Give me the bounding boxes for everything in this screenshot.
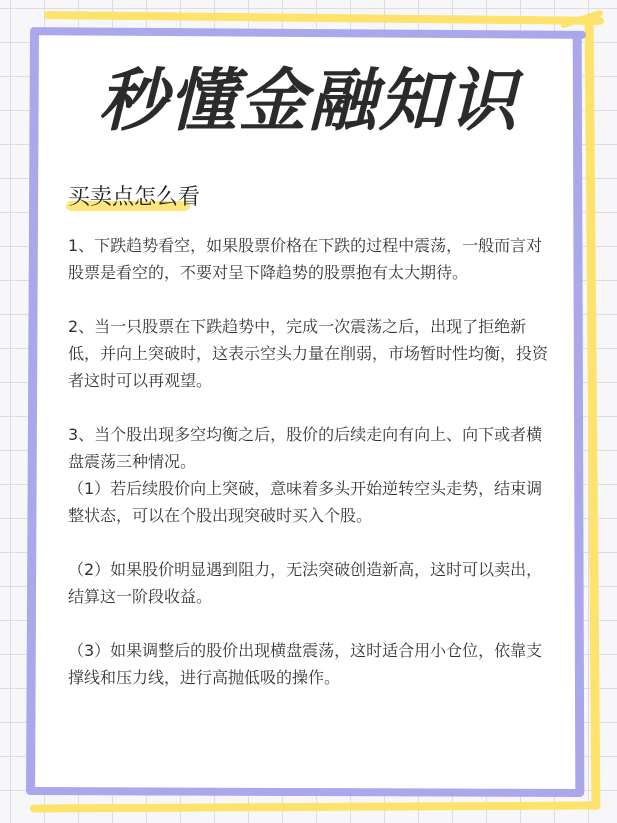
paragraph-3-2: （2）如果股价明显遇到阻力，无法突破创造新高，这时可以卖出，结算这一阶段收益。 — [68, 560, 543, 606]
frame-purple-bottom — [28, 787, 584, 797]
paragraph-2: 2、当一只股票在下跌趋势中，完成一次震荡之后，出现了拒绝新低，并向上突破时，这表示空头力量在削弱，市场暂时性均衡，投资者这时可以再观望。 — [68, 317, 549, 390]
paragraph-1: 1、下跌趋势看空，如果股票价格在下跌的过程中震荡，一般而言对股票是看空的，不要对呈下降趋势的股票抱有太大期待。 — [68, 236, 543, 282]
frame-yellow-bottom — [30, 802, 596, 813]
frame-yellow-top — [44, 11, 604, 25]
paragraph-3-1: （1）若后续股价向上突破，意味着多头开始逆转空头走势，结束调整状态，可以在个股出现突破时买入个股。 — [68, 479, 543, 525]
article-body — [68, 232, 556, 691]
section-heading-text: 买卖点怎么看 — [68, 185, 201, 210]
page-title: 秒懂金融知识 — [98, 62, 519, 141]
section-heading — [68, 180, 200, 215]
paragraph-3-3: （3）如果调整后的股价出现横盘震荡，这时适合用小仓位，依靠支撑线和压力线，进行高抛低吸的操作。 — [68, 641, 543, 687]
paragraph-3: 3、当个股出现多空均衡之后，股价的后续走向有向上、向下或者横盘震荡三种情况。 — [68, 425, 543, 471]
